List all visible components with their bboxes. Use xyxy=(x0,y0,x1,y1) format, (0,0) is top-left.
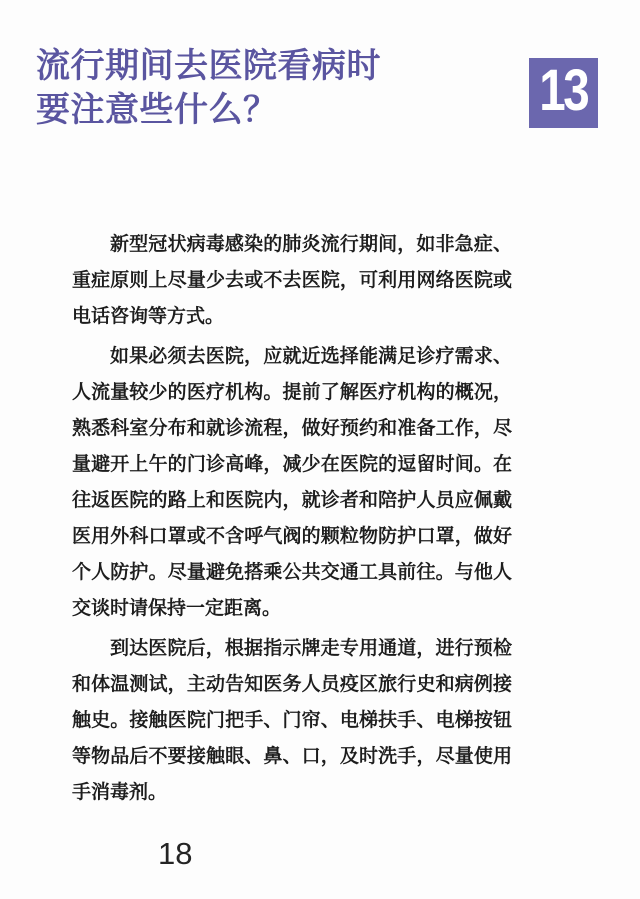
page-title xyxy=(36,44,381,132)
paragraph-3: 到达医院后，根据指示牌走专用通道，进行预检和体温测试，主动告知医务人员疫区旅行史和病例接触史。接触医院门把手、门帘、电梯扶手、电梯按钮等物品后不要接触眼、鼻、口，及时洗手，尽量使用手消毒剂。 xyxy=(72,638,512,803)
body-text xyxy=(72,227,512,815)
section-number: 13 xyxy=(539,58,588,123)
section-number-badge xyxy=(529,58,598,128)
page-title-line-1: 流行期间去医院看病时 xyxy=(36,47,381,85)
paragraph-1: 新型冠状病毒感染的肺炎流行期间，如非急症、重症原则上尽量少去或不去医院，可利用网络医院或电话咨询等方式。 xyxy=(72,234,512,327)
page-number: 18 xyxy=(158,836,193,871)
paragraph-2: 如果必须去医院，应就近选择能满足诊疗需求、人流量较少的医疗机构。提前了解医疗机构的概况，熟悉科室分布和就诊流程，做好预约和准备工作，尽量避开上午的门诊高峰，减少在医院的逗留时间。在往返医院的路上和医院内，就诊者和陪护人员应佩戴医用外科口罩或不含呼气阀的颗粒物防护口罩，做好个人防护。尽量避免搭乘公共交通工具前往。与他人交谈时请保持一定距离。 xyxy=(72,346,512,619)
page-title-line-2: 要注意些什么？ xyxy=(36,91,278,129)
